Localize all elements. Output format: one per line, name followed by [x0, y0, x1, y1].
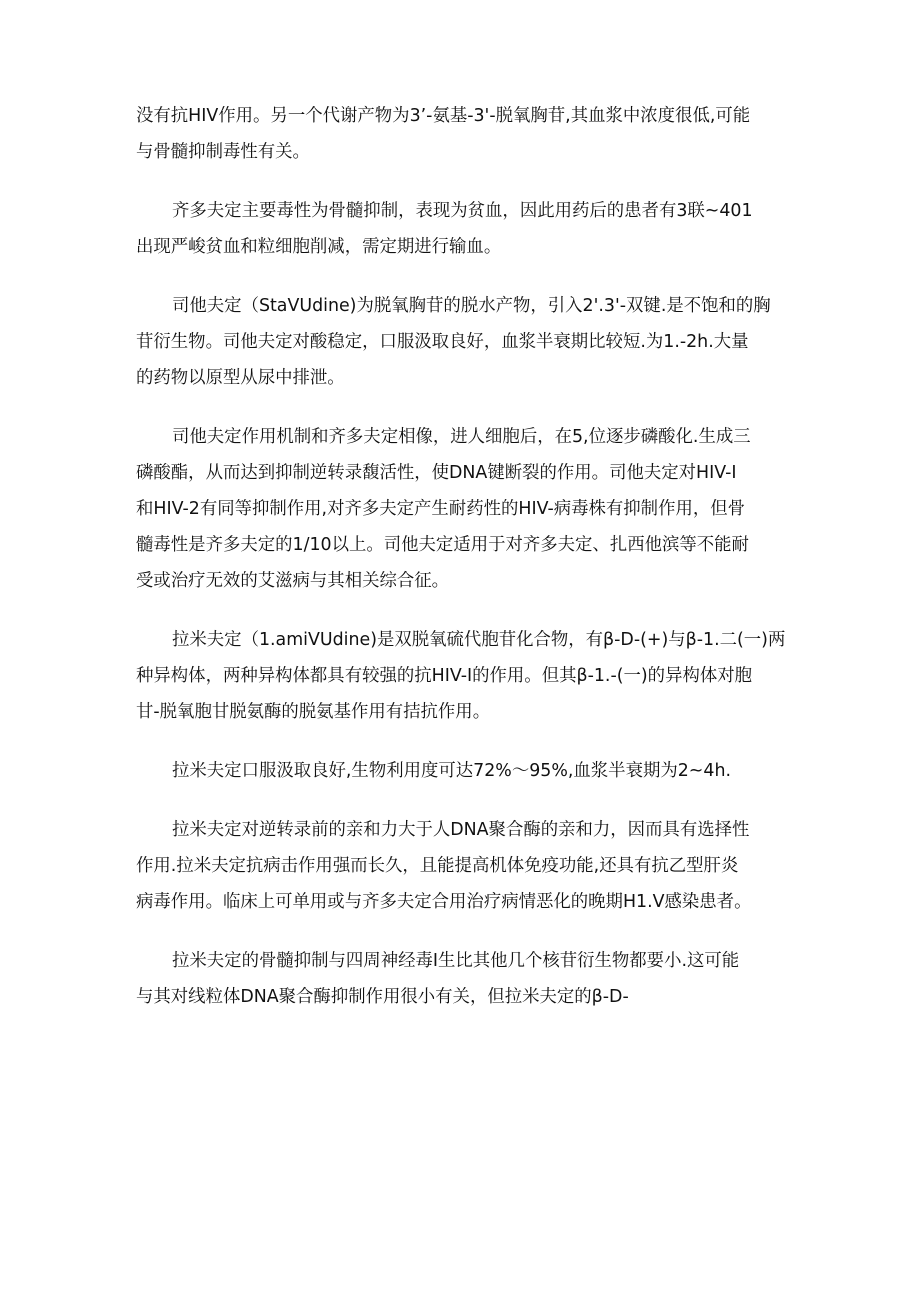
text-line: 没有抗HIV作用。另一个代谢产物为3’-氨基-3'-脱氧胸苷,其血浆中浓度很低,可能: [136, 106, 751, 126]
text-line: 拉米夫定（1.amiVUdine)是双脱氧硫代胞苷化合物，有β-D-(+)与β-1.二(一)两: [172, 630, 786, 650]
paragraph-lamivudine-toxicity: [136, 943, 786, 1015]
text-line: 的药物以原型从尿中排泄。: [136, 368, 345, 388]
paragraph-lamivudine-intro: [136, 622, 786, 730]
text-line: 磷酸酯，从而达到抑制逆转录馥活性，使DNA键断裂的作用。司他夫定对HIV-I: [136, 463, 737, 483]
paragraph-zidovudine-toxicity: [136, 193, 786, 265]
document-body: [136, 98, 786, 1038]
text-line: 与其对线粒体DNA聚合酶抑制作用很小有关，但拉米夫定的β-D-: [136, 987, 629, 1007]
paragraph-hiv-metabolite: [136, 98, 786, 170]
text-line: 出现严峻贫血和粒细胞削减，需定期进行输血。: [136, 237, 502, 257]
text-line: 病毒作用。临床上可单用或与齐多夫定合用治疗病情恶化的晚期H1.V感染患者。: [136, 892, 752, 912]
text-line: 司他夫定（StaVUdine)为脱氧胸苷的脱水产物，引入2'.3'-双键.是不饱和的胸: [172, 296, 771, 316]
paragraph-stavudine-mechanism: [136, 419, 786, 599]
text-line: 甘-脱氧胞甘脱氨酶的脱氨基作用有拮抗作用。: [136, 702, 491, 722]
text-line: 齐多夫定主要毒性为骨髓抑制，表现为贫血，因此用药后的患者有3联~401: [172, 201, 753, 221]
text-line: 苷衍生物。司他夫定对酸稳定，口服汲取良好，血浆半衰期比较短.为1.-2h.大量: [136, 332, 749, 352]
paragraph-lamivudine-absorption: [136, 753, 786, 789]
text-line: 与骨髓抑制毒性有关。: [136, 142, 310, 162]
paragraph-lamivudine-selectivity: [136, 812, 786, 920]
text-line: 拉米夫定口服汲取良好,生物利用度可达72%～95%,血浆半衰期为2~4h.: [172, 761, 731, 781]
text-line: 髓毒性是齐多夫定的1/10以上。司他夫定适用于对齐多夫定、扎西他滨等不能耐: [136, 535, 749, 555]
text-line: 和HIV-2有同等抑制作用,对齐多夫定产生耐药性的HIV-病毒株有抑制作用，但骨: [136, 499, 746, 519]
text-line: 作用.拉米夫定抗病击作用强而长久，且能提高机体免疫功能,还具有抗乙型肝炎: [136, 856, 739, 876]
text-line: 司他夫定作用机制和齐多夫定相像，进人细胞后，在5,位逐步磷酸化.生成三: [172, 427, 751, 447]
paragraph-stavudine-intro: [136, 288, 786, 396]
text-line: 受或治疗无效的艾滋病与其相关综合征。: [136, 571, 450, 591]
text-line: 拉米夫定对逆转录前的亲和力大于人DNA聚合酶的亲和力，因而具有选择性: [172, 820, 750, 840]
text-line: 种异构体，两种异构体都具有较强的抗HIV-I的作用。但其β-1.-(一)的异构体对胞: [136, 666, 753, 686]
text-line: 拉米夫定的骨髓抑制与四周神经毒I生比其他几个核苷衍生物都要小.这可能: [172, 951, 740, 971]
